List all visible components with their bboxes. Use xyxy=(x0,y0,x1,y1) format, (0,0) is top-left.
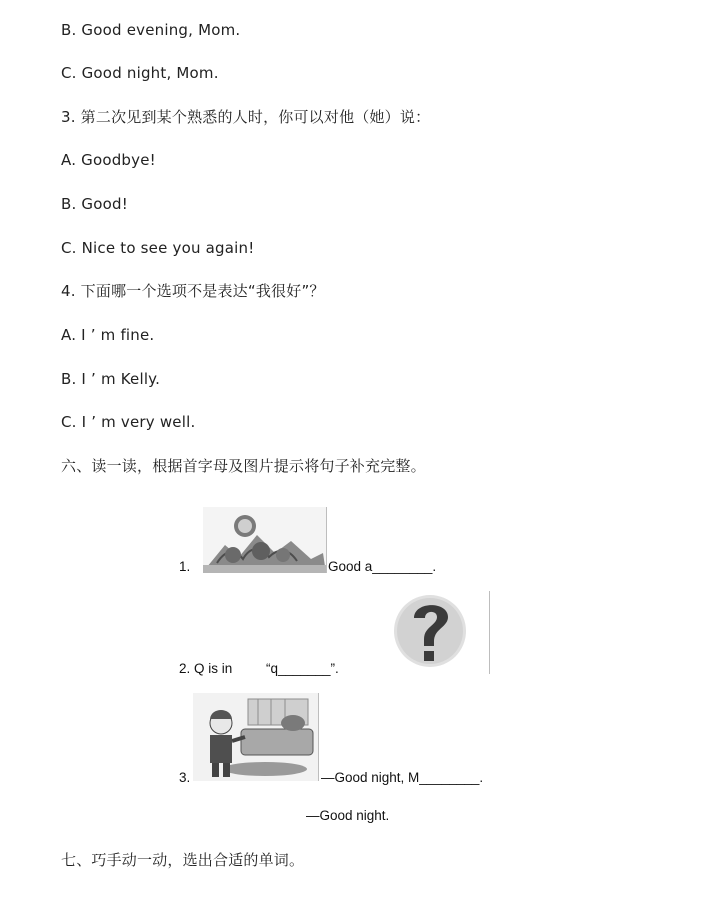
section-6-heading: 六、读一读，根据首字母及图片提示将句子补充完整。 xyxy=(61,457,426,475)
exercise-3-reply: —Good night. xyxy=(306,808,390,823)
option-b-good: B. Good! xyxy=(61,195,128,213)
option-a-im-fine: A. I ’ m fine. xyxy=(61,326,155,344)
question-mark-icon xyxy=(376,591,490,674)
option-c-im-very-well: C. I ’ m very well. xyxy=(61,413,196,431)
exercise-1-sentence: Good a________. xyxy=(328,559,437,574)
option-c-good-night: C. Good night, Mom. xyxy=(61,64,219,82)
question-3: 3. 第二次见到某个熟悉的人时，你可以对他（她）说： xyxy=(61,108,431,126)
option-a-goodbye: A. Goodbye! xyxy=(61,151,156,169)
sunrise-mountains-icon xyxy=(203,507,327,573)
exercise-1-number: 1. xyxy=(179,559,191,574)
section-7-heading: 七、巧手动一动，选出合适的单词。 xyxy=(61,851,305,869)
option-c-nice-to-see-you: C. Nice to see you again! xyxy=(61,239,255,257)
child-going-to-bed-icon xyxy=(193,693,319,781)
exercise-2-blank: “q_______”. xyxy=(266,661,339,676)
option-b-im-kelly: B. I ’ m Kelly. xyxy=(61,370,161,388)
exercise-3-number: 3. xyxy=(179,770,191,785)
option-b-good-evening: B. Good evening, Mom. xyxy=(61,21,241,39)
exercise-3-sentence: —Good night, M________. xyxy=(321,770,484,785)
exercise-2-prompt: 2. Q is in xyxy=(179,661,233,676)
question-4: 4. 下面哪一个选项不是表达“我很好”？ xyxy=(61,282,325,300)
